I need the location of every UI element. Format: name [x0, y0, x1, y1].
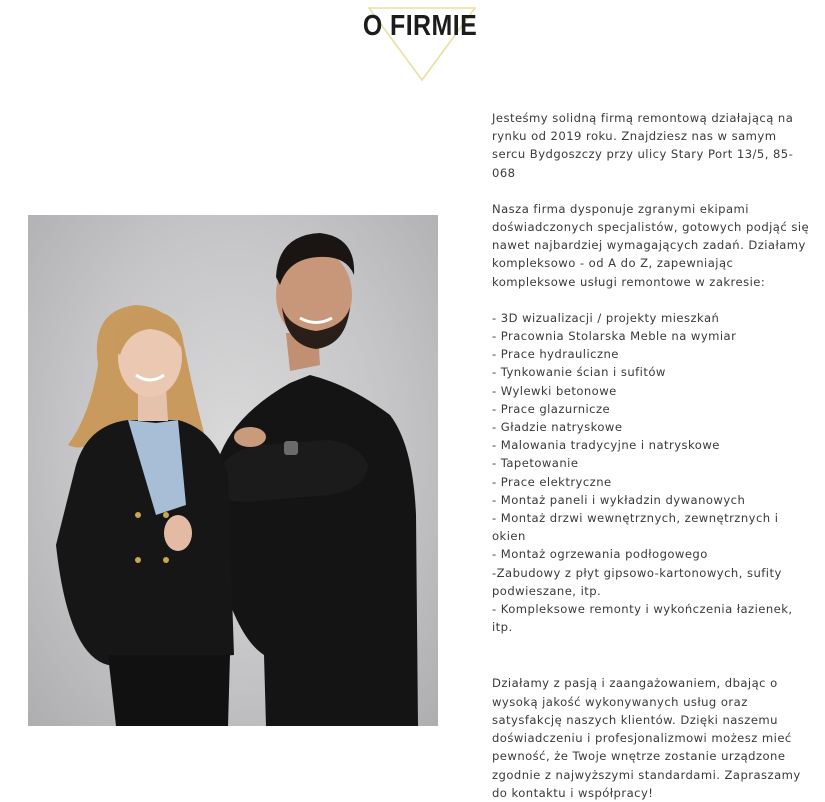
- list-item: - Malowania tradycyjne i natryskowe: [492, 438, 720, 453]
- list-item: - Tapetowanie: [492, 456, 579, 471]
- offer-paragraph: Nasza firma dysponuje zgranymi ekipami doświadczonych specjalistów, gotowych podjąć się nawet najbardziej wymagających zadań. Działamy kompleksowo - od A do Z, zapewniając kompleksowe usługi remontowe w zakresie:: [492, 201, 810, 289]
- team-photo: [28, 215, 438, 726]
- list-item: - 3D wizualizacji / projekty mieszkań: [492, 310, 720, 325]
- list-item: - Prace elektryczne: [492, 474, 612, 489]
- list-item: - Pracownia Stolarska Meble na wymiar: [492, 329, 737, 344]
- closing-paragraph: Działamy z pasją i zaangażowaniem, dbając o wysoką jakość wykonywanych usług oraz satysfakcję naszych klientów. Dzięki naszemu doświadczeniu i profesjonalizmowi możesz mieć pewność, że Twoje wnętrze zostanie urządzone zgodnie z najwyższymi standardami. Zapraszamy do kontaktu i współpracy!: [492, 676, 801, 800]
- list-item: - Montaż paneli i wykładzin dywanowych: [492, 492, 746, 507]
- man-figure: [213, 233, 418, 726]
- section-heading: [0, 0, 825, 90]
- list-item: - Wylewki betonowe: [492, 383, 617, 398]
- list-item: - Montaż ogrzewania podłogowego: [492, 547, 708, 562]
- woman-figure: [56, 305, 234, 726]
- list-item: - Montaż drzwi wewnętrznych, zewnętrznych i okien: [492, 511, 779, 544]
- services-list: [492, 309, 810, 637]
- about-text: [492, 109, 810, 802]
- list-item: - Kompleksowe remonty i wykończenia łazienek, itp.: [492, 602, 793, 635]
- list-item: - Tynkowanie ścian i sufitów: [492, 365, 666, 380]
- list-item: - Prace glazurnicze: [492, 401, 611, 416]
- list-item: -Zabudowy z płyt gipsowo-kartonowych, sufity podwieszane, itp.: [492, 565, 782, 598]
- list-item: - Prace hydrauliczne: [492, 347, 619, 362]
- page-title: O FIRMIE: [362, 10, 478, 42]
- intro-paragraph: Jesteśmy solidną firmą remontową działającą na rynku od 2019 roku. Znajdziesz nas w samym sercu Bydgoszczy przy ulicy Stary Port 13/5, 85-068: [492, 111, 794, 180]
- list-item: - Gładzie natryskowe: [492, 420, 623, 435]
